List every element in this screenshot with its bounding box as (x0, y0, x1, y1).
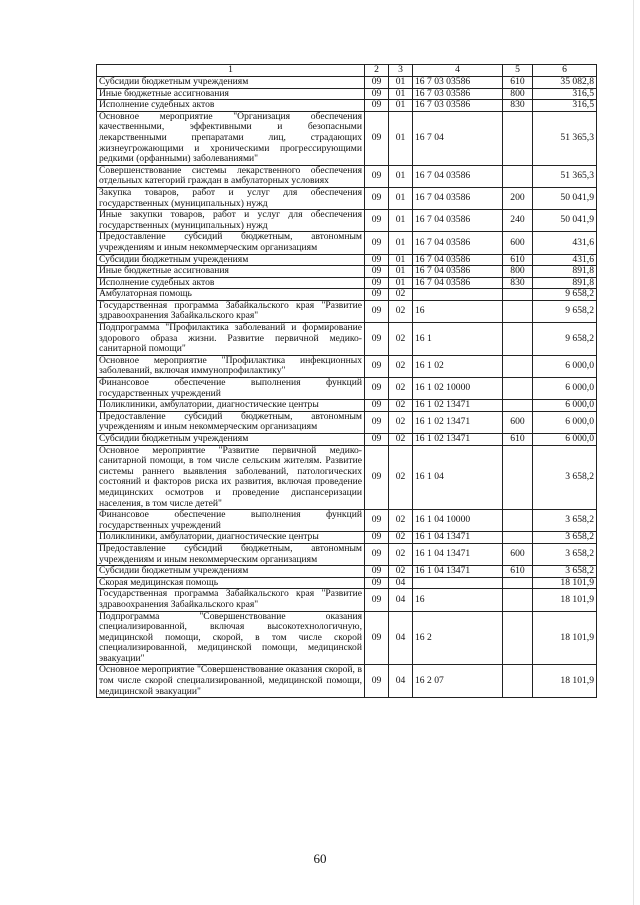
row-name: Скорая медицинская помощь (97, 577, 365, 589)
row-expense-type: 200 (503, 187, 533, 209)
row-target-code: 16 1 04 13471 (413, 532, 503, 544)
row-name: Подпрограмма "Совершенствование оказания специализированной, включая высокотехнологичную, медицинской помощи, скорой, в том числе скорой специализированной, медицинской помощи, медицинской эвакуации" (97, 611, 365, 665)
table-row (97, 300, 597, 322)
row-target-code (413, 289, 503, 301)
row-subsection: 02 (389, 323, 413, 356)
row-subsection: 02 (389, 532, 413, 544)
row-subsection: 01 (389, 88, 413, 100)
row-section: 09 (365, 532, 389, 544)
table-row (97, 77, 597, 89)
row-section: 09 (365, 323, 389, 356)
row-name: Исполнение судебных актов (97, 100, 365, 112)
row-name: Финансовое обеспечение выполнения функций государственных учреждений (97, 378, 365, 400)
row-amount: 18 101,9 (533, 611, 597, 665)
row-target-code: 16 1 04 13471 (413, 566, 503, 578)
row-section: 09 (365, 566, 389, 578)
row-expense-type: 600 (503, 543, 533, 565)
row-amount: 9 658,2 (533, 300, 597, 322)
row-subsection: 04 (389, 577, 413, 589)
row-amount: 18 101,9 (533, 577, 597, 589)
row-amount: 431,6 (533, 232, 597, 254)
table-row (97, 210, 597, 232)
row-section: 09 (365, 611, 389, 665)
table-row (97, 277, 597, 289)
row-name: Субсидии бюджетным учреждениям (97, 254, 365, 266)
row-section: 09 (365, 665, 389, 698)
row-section: 09 (365, 254, 389, 266)
row-expense-type (503, 111, 533, 165)
table-row (97, 289, 597, 301)
row-subsection: 01 (389, 77, 413, 89)
row-amount: 50 041,9 (533, 210, 597, 232)
row-expense-type: 830 (503, 277, 533, 289)
header-col-1: 1 (97, 65, 365, 77)
row-amount: 50 041,9 (533, 187, 597, 209)
row-target-code: 16 7 04 03586 (413, 277, 503, 289)
page-number: 60 (313, 851, 327, 866)
row-subsection: 04 (389, 589, 413, 611)
budget-table (96, 64, 597, 698)
table-row (97, 266, 597, 278)
row-target-code: 16 7 03 03586 (413, 77, 503, 89)
row-section: 09 (365, 165, 389, 187)
row-subsection: 01 (389, 266, 413, 278)
row-amount: 6 000,0 (533, 434, 597, 446)
table-row (97, 100, 597, 112)
row-name: Иные бюджетные ассигнования (97, 266, 365, 278)
row-amount: 9 658,2 (533, 289, 597, 301)
table-row (97, 566, 597, 578)
table-row (97, 111, 597, 165)
row-section: 09 (365, 77, 389, 89)
table-row (97, 543, 597, 565)
table-row (97, 165, 597, 187)
row-name: Иные бюджетные ассигнования (97, 88, 365, 100)
header-col-6: 6 (533, 65, 597, 77)
row-name: Субсидии бюджетным учреждениям (97, 434, 365, 446)
row-section: 09 (365, 266, 389, 278)
row-section: 09 (365, 543, 389, 565)
table-row (97, 355, 597, 377)
row-subsection: 02 (389, 300, 413, 322)
row-amount: 3 658,2 (533, 566, 597, 578)
budget-table-body (97, 65, 597, 698)
table-row (97, 378, 597, 400)
row-amount: 891,8 (533, 277, 597, 289)
row-subsection: 02 (389, 355, 413, 377)
row-target-code: 16 1 02 13471 (413, 411, 503, 433)
row-subsection: 01 (389, 232, 413, 254)
row-name: Иные закупки товаров, работ и услуг для обеспечения государственных (муниципальных) нужд (97, 210, 365, 232)
row-target-code: 16 7 04 03586 (413, 210, 503, 232)
row-subsection: 02 (389, 510, 413, 532)
row-name: Поликлиники, амбулатории, диагностические центры (97, 400, 365, 412)
row-subsection: 02 (389, 566, 413, 578)
row-target-code: 16 1 02 (413, 355, 503, 377)
row-expense-type: 240 (503, 210, 533, 232)
row-target-code: 16 1 04 (413, 445, 503, 510)
row-target-code: 16 7 04 03586 (413, 232, 503, 254)
row-expense-type (503, 589, 533, 611)
row-subsection: 02 (389, 411, 413, 433)
row-name: Предоставление субсидий бюджетным, автономным учреждениям и иным некоммерческим организациям (97, 232, 365, 254)
row-expense-type (503, 532, 533, 544)
row-section: 09 (365, 300, 389, 322)
row-name: Основное мероприятие "Развитие первичной медико-санитарной помощи, в том числе сельским жителям. Развитие системы раннего выявления заболеваний, патологических состояний и факторов риска их развития, включая проведение медицинских осмотров и проведение диспансеризации населения, в том числе детей" (97, 445, 365, 510)
row-amount: 35 082,8 (533, 77, 597, 89)
table-row (97, 411, 597, 433)
row-subsection: 01 (389, 100, 413, 112)
row-target-code: 16 2 07 (413, 665, 503, 698)
row-amount: 18 101,9 (533, 665, 597, 698)
row-target-code: 16 7 04 03586 (413, 266, 503, 278)
row-subsection: 01 (389, 111, 413, 165)
row-name: Предоставление субсидий бюджетным, автономным учреждениям и иным некоммерческим организациям (97, 411, 365, 433)
row-amount: 431,6 (533, 254, 597, 266)
row-target-code: 16 (413, 300, 503, 322)
row-amount: 316,5 (533, 88, 597, 100)
row-target-code: 16 7 03 03586 (413, 100, 503, 112)
row-expense-type (503, 289, 533, 301)
row-section: 09 (365, 577, 389, 589)
row-expense-type (503, 577, 533, 589)
row-amount: 316,5 (533, 100, 597, 112)
row-subsection: 01 (389, 277, 413, 289)
row-expense-type (503, 510, 533, 532)
row-section: 09 (365, 434, 389, 446)
row-name: Совершенствование системы лекарственного обеспечения отдельных категорий граждан в амбулаторных условиях (97, 165, 365, 187)
row-section: 09 (365, 289, 389, 301)
row-subsection: 04 (389, 665, 413, 698)
row-name: Закупка товаров, работ и услуг для обеспечения государственных (муниципальных) нужд (97, 187, 365, 209)
table-row (97, 400, 597, 412)
row-target-code: 16 7 04 (413, 111, 503, 165)
row-subsection: 02 (389, 400, 413, 412)
row-target-code: 16 7 03 03586 (413, 88, 503, 100)
row-name: Государственная программа Забайкальского края "Развитие здравоохранения Забайкальского края" (97, 589, 365, 611)
row-expense-type: 830 (503, 100, 533, 112)
row-name: Финансовое обеспечение выполнения функций государственных учреждений (97, 510, 365, 532)
header-row (97, 65, 597, 77)
row-expense-type (503, 445, 533, 510)
row-section: 09 (365, 88, 389, 100)
row-section: 09 (365, 378, 389, 400)
row-amount: 3 658,2 (533, 510, 597, 532)
row-subsection: 02 (389, 543, 413, 565)
row-name: Основное мероприятие "Профилактика инфекционных заболеваний, включая иммунопрофилактику" (97, 355, 365, 377)
row-target-code: 16 1 02 10000 (413, 378, 503, 400)
row-expense-type: 800 (503, 266, 533, 278)
row-section: 09 (365, 111, 389, 165)
scan-edge-line (633, 0, 634, 905)
row-name: Субсидии бюджетным учреждениям (97, 566, 365, 578)
table-row (97, 589, 597, 611)
row-subsection: 02 (389, 445, 413, 510)
row-subsection: 04 (389, 611, 413, 665)
row-expense-type (503, 355, 533, 377)
table-row (97, 532, 597, 544)
row-section: 09 (365, 355, 389, 377)
row-expense-type (503, 165, 533, 187)
row-expense-type: 600 (503, 411, 533, 433)
header-col-4: 4 (413, 65, 503, 77)
row-name: Поликлиники, амбулатории, диагностические центры (97, 532, 365, 544)
row-amount: 6 000,0 (533, 355, 597, 377)
row-expense-type: 610 (503, 434, 533, 446)
row-target-code: 16 (413, 589, 503, 611)
row-section: 09 (365, 232, 389, 254)
row-name: Основное мероприятие "Совершенствование оказания скорой, в том числе скорой специализированной, медицинской помощи, медицинской эвакуации" (97, 665, 365, 698)
header-col-2: 2 (365, 65, 389, 77)
table-row (97, 611, 597, 665)
row-amount: 6 000,0 (533, 411, 597, 433)
row-subsection: 01 (389, 165, 413, 187)
row-section: 09 (365, 589, 389, 611)
row-target-code: 16 7 04 03586 (413, 165, 503, 187)
row-name: Государственная программа Забайкальского края "Развитие здравоохранения Забайкальского края" (97, 300, 365, 322)
row-expense-type (503, 300, 533, 322)
row-amount: 3 658,2 (533, 543, 597, 565)
row-amount: 3 658,2 (533, 532, 597, 544)
row-name: Основное мероприятие "Организация обеспечения качественными, эффективными и безопасными лекарственными препаратами лиц, страдающих жизнеугрожающими и хроническими прогрессирующими редкими (орфанными) заболеваниями" (97, 111, 365, 165)
row-amount: 891,8 (533, 266, 597, 278)
table-row (97, 577, 597, 589)
row-amount: 3 658,2 (533, 445, 597, 510)
row-expense-type (503, 400, 533, 412)
row-amount: 6 000,0 (533, 400, 597, 412)
row-target-code: 16 7 04 03586 (413, 254, 503, 266)
row-section: 09 (365, 187, 389, 209)
row-expense-type: 610 (503, 566, 533, 578)
table-row (97, 665, 597, 698)
row-subsection: 01 (389, 210, 413, 232)
row-expense-type: 610 (503, 77, 533, 89)
row-subsection: 02 (389, 289, 413, 301)
row-name: Подпрограмма "Профилактика заболеваний и формирование здорового образа жизни. Развитие первичной медико-санитарной помощи" (97, 323, 365, 356)
row-name: Предоставление субсидий бюджетным, автономным учреждениям и иным некоммерческим организациям (97, 543, 365, 565)
row-expense-type: 800 (503, 88, 533, 100)
row-expense-type (503, 378, 533, 400)
row-target-code: 16 7 04 03586 (413, 187, 503, 209)
header-col-5: 5 (503, 65, 533, 77)
row-subsection: 01 (389, 254, 413, 266)
row-subsection: 02 (389, 434, 413, 446)
row-section: 09 (365, 510, 389, 532)
row-section: 09 (365, 445, 389, 510)
row-section: 09 (365, 210, 389, 232)
row-name: Субсидии бюджетным учреждениям (97, 77, 365, 89)
row-expense-type: 610 (503, 254, 533, 266)
row-target-code: 16 1 04 13471 (413, 543, 503, 565)
table-row (97, 323, 597, 356)
row-expense-type (503, 323, 533, 356)
table-row (97, 187, 597, 209)
row-section: 09 (365, 400, 389, 412)
row-target-code: 16 1 02 13471 (413, 434, 503, 446)
row-expense-type (503, 665, 533, 698)
table-row (97, 88, 597, 100)
row-target-code: 16 1 04 10000 (413, 510, 503, 532)
row-section: 09 (365, 411, 389, 433)
table-row (97, 232, 597, 254)
table-row (97, 434, 597, 446)
row-subsection: 02 (389, 378, 413, 400)
row-target-code: 16 1 (413, 323, 503, 356)
row-expense-type (503, 611, 533, 665)
row-amount: 6 000,0 (533, 378, 597, 400)
row-target-code: 16 2 (413, 611, 503, 665)
row-subsection: 01 (389, 187, 413, 209)
table-row (97, 510, 597, 532)
row-name: Исполнение судебных актов (97, 277, 365, 289)
row-section: 09 (365, 277, 389, 289)
row-target-code: 16 1 02 13471 (413, 400, 503, 412)
row-expense-type: 600 (503, 232, 533, 254)
row-amount: 18 101,9 (533, 589, 597, 611)
row-amount: 51 365,3 (533, 165, 597, 187)
row-section: 09 (365, 100, 389, 112)
row-amount: 9 658,2 (533, 323, 597, 356)
row-name: Амбулаторная помощь (97, 289, 365, 301)
row-target-code (413, 577, 503, 589)
row-amount: 51 365,3 (533, 111, 597, 165)
header-col-3: 3 (389, 65, 413, 77)
table-row (97, 445, 597, 510)
table-row (97, 254, 597, 266)
